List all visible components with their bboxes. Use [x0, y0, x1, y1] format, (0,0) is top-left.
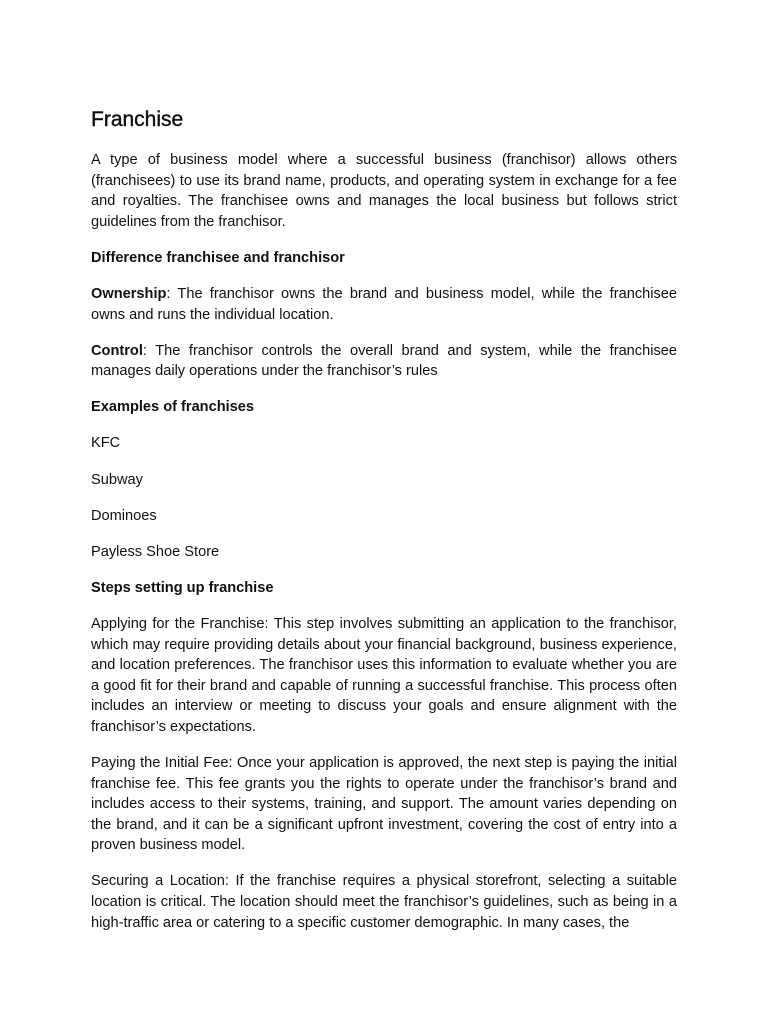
example-item: Payless Shoe Store	[91, 543, 220, 560]
ownership-term: Ownership	[91, 285, 167, 302]
example-item: KFC	[91, 435, 121, 452]
control-text: : The franchisor controls the overall brand and system, while the franchisee manages daily operations under the franchisor’s rules	[91, 342, 677, 380]
ownership-text: : The franchisor owns the brand and business model, while the franchisee owns and runs the individual location.	[91, 285, 677, 323]
examples-heading: Examples of franchises	[91, 399, 255, 416]
document-body	[91, 150, 677, 949]
control-paragraph	[91, 341, 677, 382]
steps-heading: Steps setting up franchise	[91, 579, 274, 596]
document-title: Franchise	[91, 108, 184, 131]
example-item: Dominoes	[91, 507, 157, 524]
ownership-paragraph	[91, 284, 677, 325]
example-item: Subway	[91, 471, 143, 488]
difference-heading: Difference franchisee and franchisor	[91, 249, 345, 266]
step-paragraph-initial-fee: Paying the Initial Fee: Once your application is approved, the next step is paying the initial franchise fee. This fee grants you the rights to operate under the franchisor’s brand and includes access to their systems, training, and support. The amount varies depending on the brand, and it can be a significant upfront investment, covering the cost of entry into a proven business model.	[91, 754, 677, 854]
intro-paragraph: A type of business model where a successful business (franchisor) allows others (franchisees) to use its brand name, products, and operating system in exchange for a fee and royalties. The franchisee owns and manages the local business but follows strict guidelines from the franchisor.	[91, 152, 677, 230]
step-paragraph-applying: Applying for the Franchise: This step involves submitting an application to the franchisor, which may require providing details about your financial background, business experience, and location preferences. The franchisor uses this information to evaluate whether you are a good fit for their brand and capable of running a successful franchise. This process often includes an interview or meeting to discuss your goals and ensure alignment with the franchisor’s expectations.	[91, 615, 677, 735]
step-paragraph-location: Securing a Location: If the franchise requires a physical storefront, selecting a suitable location is critical. The location should meet the franchisor’s guidelines, such as being in a high-traffic area or catering to a specific customer demographic. In many cases, the	[91, 873, 677, 931]
control-term: Control	[91, 342, 143, 359]
